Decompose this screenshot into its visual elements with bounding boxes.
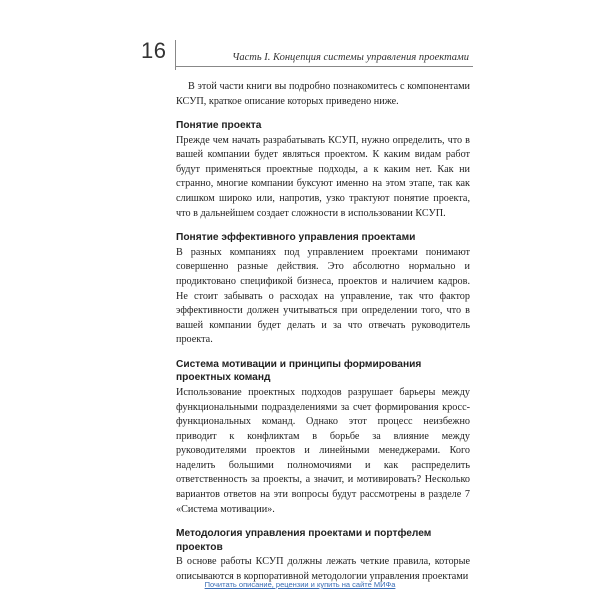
section-body-motivation-system: Использование проектных подходов разрушает барьеры между функциональными подразделениями за счет формирования кросс-функциональных команд. Однако этот процесс неизбежно приводит к конфликтам в борьбе за влияние между руководителями проектов и линейными менеджерами. Кого наделить большими полномочиями и как распределить ответственность за проекты, а значит, и мотивировать? Несколько вариантов ответов на эти вопросы будут рассмотрены в разделе 7 «Система мотивации».: [176, 386, 470, 515]
footer-store-link[interactable]: Почитать описание, рецензии и купить на сайте МИФа: [204, 580, 396, 589]
section-body-methodology: В основе работы КСУП должны лежать четкие правила, которые описываются в корпоративной методологии управления проектами: [176, 556, 470, 582]
page-number: 16: [141, 38, 167, 63]
header-horizontal-rule: [175, 66, 473, 67]
running-head: Часть I. Концепция системы управления проектами: [232, 52, 469, 63]
section-body-effective-management: В разных компаниях под управлением проектами понимают совершенно разные действия. Это абсолютно нормально и продиктовано спецификой бизнеса, проектов и наличием кадров. Не стоит забывать о расходах на управление, так что фактор эффективности должен учитываться при определении того, что в вашей компании будет делать и за что отвечать руководитель проекта.: [176, 246, 470, 346]
section-heading-methodology: Методология управления проектами и портфелем проектов: [176, 528, 432, 553]
section-heading-project-concept: Понятие проекта: [176, 120, 262, 132]
section-heading-effective-management: Понятие эффективного управления проектами: [176, 232, 416, 244]
section-body-project-concept: Прежде чем начать разрабатывать КСУП, нужно определить, что в вашей компании будет являться проектом. К каким видам работ будут применяться проектные подходы, а к каким нет. Как ни странно, многие компании буксуют именно на этом этапе, так как слишком широко или, напротив, узко трактуют понятие проекта, что в дальнейшем создает сложности в использовании КСУП.: [176, 134, 470, 219]
section-heading-motivation-system: Система мотивации и принципы формирования проектных команд: [176, 358, 422, 384]
intro-paragraph: В этой части книги вы подробно познакомитесь с компонентами КСУП, краткое описание которых приведено ниже.: [176, 81, 470, 107]
page-content: [176, 80, 470, 584]
